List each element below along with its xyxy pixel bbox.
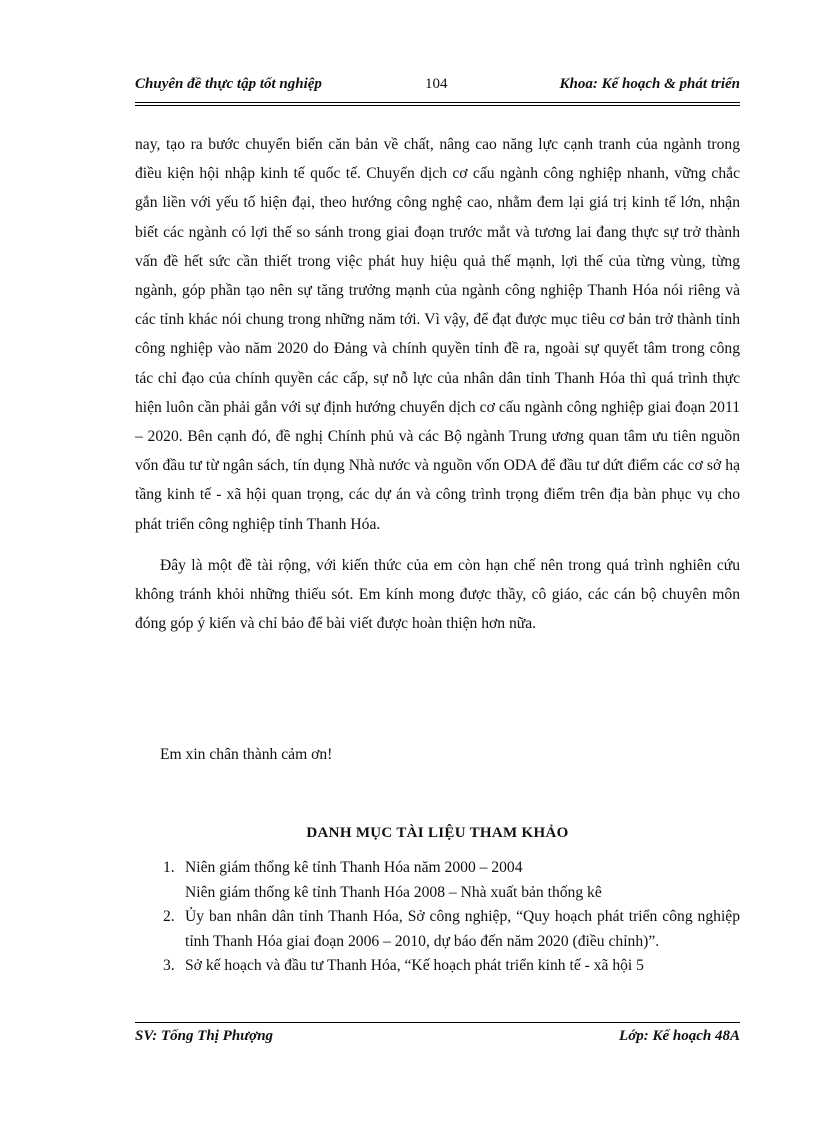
thanks-line: Em xin chân thành cảm ơn! [160,746,333,763]
reference-item: 1. Niên giám thống kê tỉnh Thanh Hóa năm 2000 – 2004 Niên giám thống kê tỉnh Thanh Hóa 2008 – Nhà xuất bản thống kê [163,859,602,901]
header-rule-thin [135,105,740,106]
page-number: 104 [425,76,448,92]
header-rule [135,102,740,103]
footer-rule [135,1022,740,1023]
header-faculty: Khoa: Kế hoạch & phát triển [559,76,740,92]
page-footer [135,1028,740,1052]
paragraph-acknowledgement: Đây là một đề tài rộng, với kiến thức của em còn hạn chế nên trong quá trình nghiên cứu không tránh khỏi những thiếu sót. Em kính mong được thầy, cô giáo, các cán bộ chuyên môn đóng góp ý kiến và chỉ bảo để bài viết được hoàn thiện hơn nữa. [135,556,740,633]
header-title: Chuyên đề thực tập tốt nghiệp [135,76,322,92]
footer-student: SV: Tống Thị Phượng [135,1028,274,1044]
references-title: DANH MỤC TÀI LIỆU THAM KHẢO [306,825,569,841]
page-header [135,74,740,100]
reference-item: 2. Ủy ban nhân dân tỉnh Thanh Hóa, Sở công nghiệp, “Quy hoạch phát triển công nghiệp tỉnh Thanh Hóa giai đoạn 2006 – 2010, dự báo đến năm 2020 (điều chỉnh)”. [163,908,740,950]
reference-item: 3. Sở kế hoạch và đầu tư Thanh Hóa, “Kế hoạch phát triển kinh tế - xã hội 5 [163,957,644,974]
footer-class: Lớp: Kế hoạch 48A [619,1028,740,1044]
references-list [135,856,740,979]
paragraph-conclusion: nay, tạo ra bước chuyển biến căn bản về chất, nâng cao năng lực cạnh tranh của ngành trong điều kiện hội nhập kinh tế quốc tế. Chuyển dịch cơ cấu ngành công nghiệp nhanh, vững chắc gắn liền với yếu tố hiện đại, theo hướng công nghệ cao, nhằm đem lại giá trị kinh tế lớn, nhận biết các ngành có lợi thế so sánh trong giai đoạn trước mắt và tương lai đang thực sự trở thành vấn đề hết sức cần thiết trong việc phát huy hiệu quả thế mạnh, lợi thế của từng vùng, từng ngành, góp phần tạo nên sự tăng trưởng mạnh của ngành công nghiệp Thanh Hóa nói riêng và các tỉnh khác nói chung trong những năm tới. Vì vậy, để đạt được mục tiêu cơ bản trở thành tỉnh công nghiệp vào năm 2020 do Đảng và chính quyền tỉnh đề ra, ngoài sự quyết tâm trong công tác chỉ đạo của chính quyền các cấp, sự nỗ lực của nhân dân tỉnh Thanh Hóa thì quá trình thực hiện luôn cần phải gắn với sự định hướng chuyển dịch cơ cấu ngành công nghiệp giai đoạn 2011 – 2020. Bên cạnh đó, đề nghị Chính phủ và các Bộ ngành Trung ương quan tâm ưu tiên nguồn vốn đầu tư từ ngân sách, tín dụng Nhà nước và nguồn vốn ODA để đầu tư dứt điểm các cơ sở hạ tầng kinh tế - xã hội quan trọng, các dự án và công trình trọng điểm trên địa bàn phục vụ cho phát triển công nghiệp tỉnh Thanh Hóa. [135,136,740,533]
body-text [135,130,740,638]
